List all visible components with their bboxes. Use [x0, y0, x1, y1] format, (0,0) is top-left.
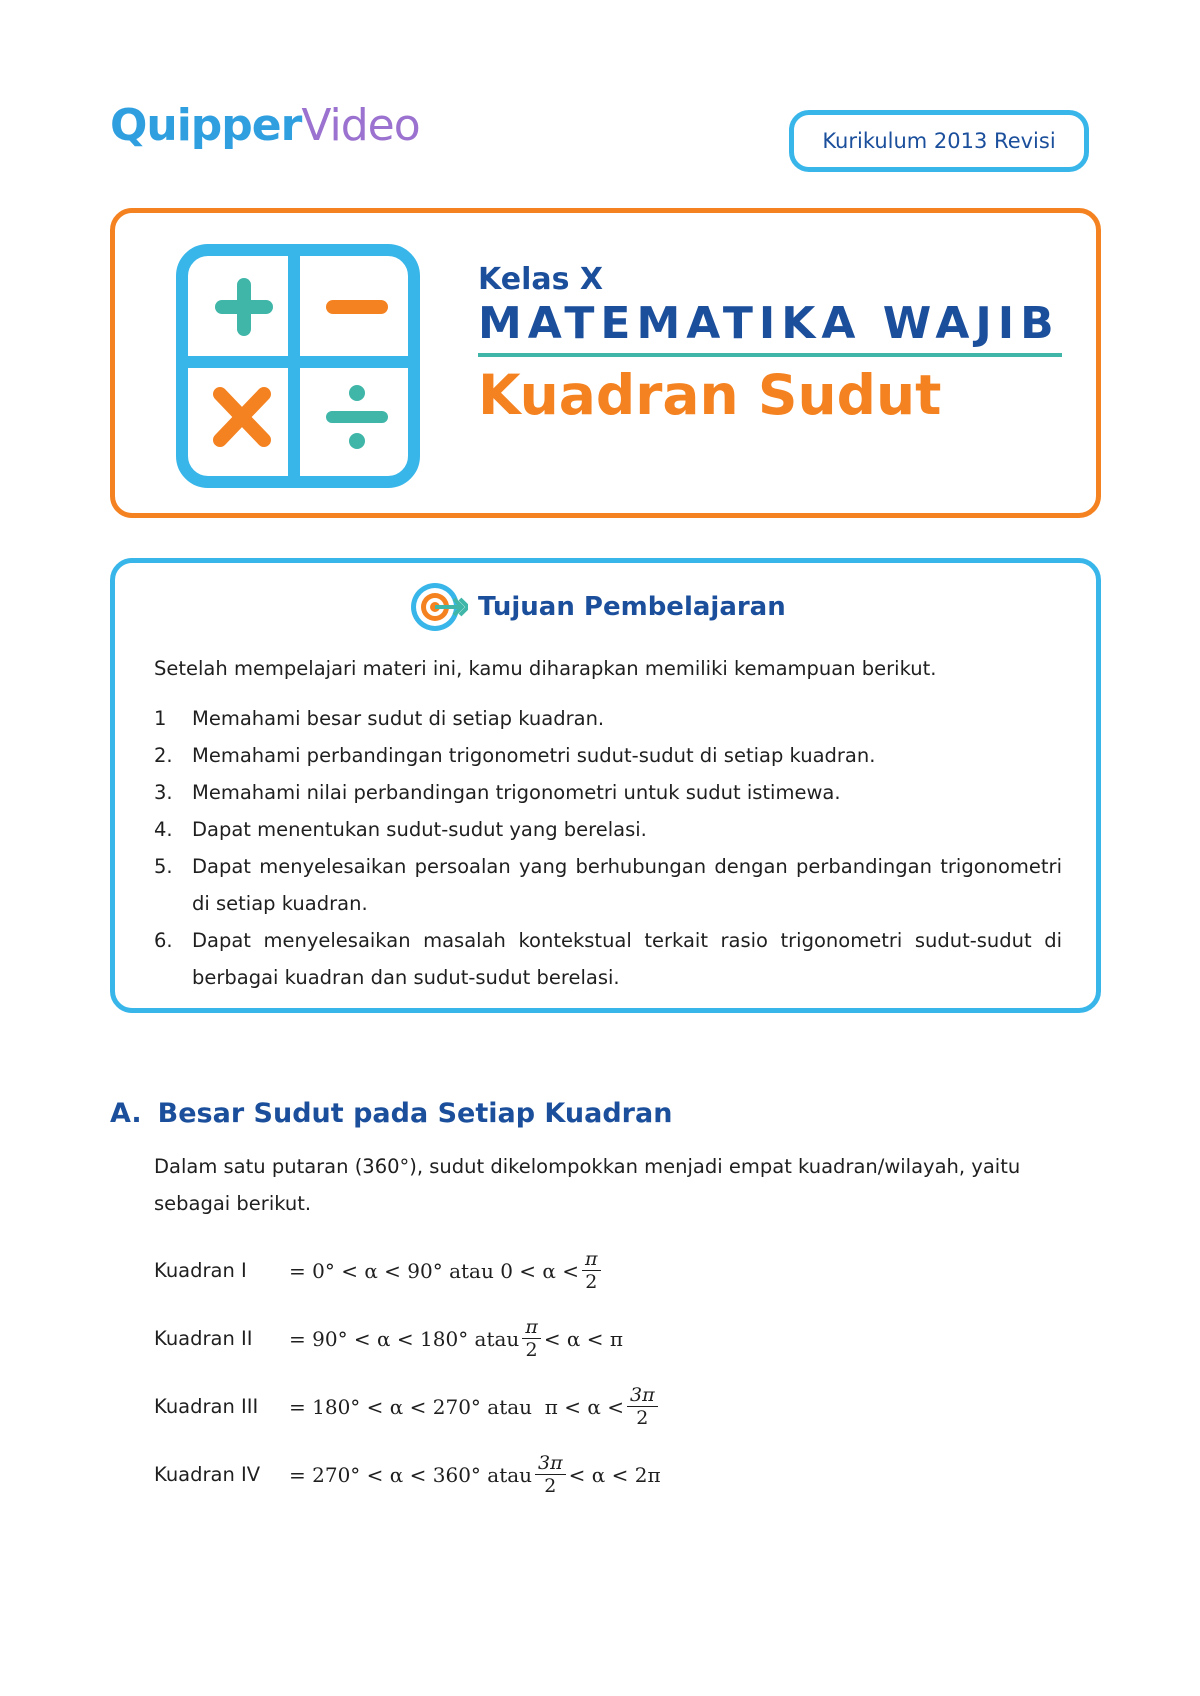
list-item-text: Memahami nilai perbandingan trigonometri untuk sudut istimewa.	[192, 781, 841, 804]
formula-text: < α < 2π	[568, 1462, 661, 1487]
target-arrow-icon	[410, 578, 468, 636]
list-item-number: 6.	[154, 929, 173, 952]
subject-title: MATEMATIKA WAJIB	[478, 298, 1060, 349]
list-item-number: 1	[154, 707, 167, 730]
formula-text: < α < π	[543, 1326, 624, 1351]
quadrant-label: Kuadran II	[154, 1327, 253, 1350]
logo-primary: Quipper	[110, 100, 302, 151]
fraction	[522, 1316, 541, 1361]
learning-goals-title: Tujuan Pembelajaran	[478, 592, 786, 622]
learning-goals-list	[154, 700, 1062, 996]
formula-text: = 270° < α < 360° atau	[289, 1462, 533, 1487]
calculator-operations-icon	[176, 244, 420, 488]
list-item-number: 4.	[154, 818, 173, 841]
list-item-number: 5.	[154, 855, 173, 878]
quadrant-label: Kuadran III	[154, 1395, 259, 1418]
fraction-numerator: 3π	[627, 1384, 658, 1407]
list-item-text: Dapat menentukan sudut-sudut yang berelasi.	[192, 818, 647, 841]
fraction-denominator: 2	[585, 1271, 598, 1293]
quadrant-formula	[154, 1316, 623, 1361]
list-item-number: 2.	[154, 744, 173, 767]
list-item-text: Dapat menyelesaikan masalah kontekstual terkait rasio trigonometri sudut-sudut di berbagai kuadran dan sudut-sudut berelasi.	[192, 929, 1062, 989]
curriculum-badge: Kurikulum 2013 Revisi	[789, 110, 1089, 172]
quadrant-formula	[154, 1384, 661, 1429]
quipper-video-logo	[110, 100, 420, 151]
fraction-numerator: 3π	[535, 1452, 566, 1475]
lesson-title: Kuadran Sudut	[478, 363, 942, 427]
section-intro: Dalam satu putaran (360°), sudut dikelompokkan menjadi empat kuadran/wilayah, yaitu sebagai berikut.	[154, 1155, 1021, 1215]
learning-goals-heading	[410, 578, 786, 636]
formula-text: = 0° < α < 90° atau 0 < α <	[289, 1258, 580, 1283]
list-item-text: Memahami perbandingan trigonometri sudut-sudut di setiap kuadran.	[192, 744, 876, 767]
list-item-text: Memahami besar sudut di setiap kuadran.	[192, 707, 605, 730]
fraction-numerator: π	[522, 1316, 541, 1339]
quadrant-label: Kuadran I	[154, 1259, 247, 1282]
fraction	[582, 1248, 601, 1293]
quadrant-formula	[154, 1248, 604, 1293]
list-item-number: 3.	[154, 781, 173, 804]
class-label: Kelas X	[478, 262, 604, 297]
learning-goals-intro: Setelah mempelajari materi ini, kamu diharapkan memiliki kemampuan berikut.	[154, 657, 937, 680]
list-item	[154, 848, 1062, 922]
logo-secondary: Video	[301, 100, 420, 151]
fraction-denominator: 2	[525, 1339, 538, 1361]
title-divider	[478, 353, 1062, 357]
section-title: Besar Sudut pada Setiap Kuadran	[157, 1098, 673, 1129]
fraction	[535, 1452, 566, 1497]
list-item	[154, 737, 1062, 774]
list-item	[154, 774, 1062, 811]
list-item	[154, 922, 1062, 996]
section-heading	[110, 1098, 672, 1129]
list-item	[154, 700, 1062, 737]
fraction-numerator: π	[582, 1248, 601, 1271]
quadrant-label: Kuadran IV	[154, 1463, 261, 1486]
formula-text: = 180° < α < 270° atau π < α <	[289, 1394, 624, 1419]
quadrant-formula	[154, 1452, 661, 1497]
list-item-text: Dapat menyelesaikan persoalan yang berhubungan dengan perbandingan trigonometri di setiap kuadran.	[192, 855, 1062, 915]
fraction-denominator: 2	[544, 1475, 557, 1497]
formula-text: = 90° < α < 180° atau	[289, 1326, 520, 1351]
section-letter: A.	[110, 1098, 142, 1129]
fraction	[627, 1384, 658, 1429]
fraction-denominator: 2	[636, 1407, 649, 1429]
list-item	[154, 811, 1062, 848]
